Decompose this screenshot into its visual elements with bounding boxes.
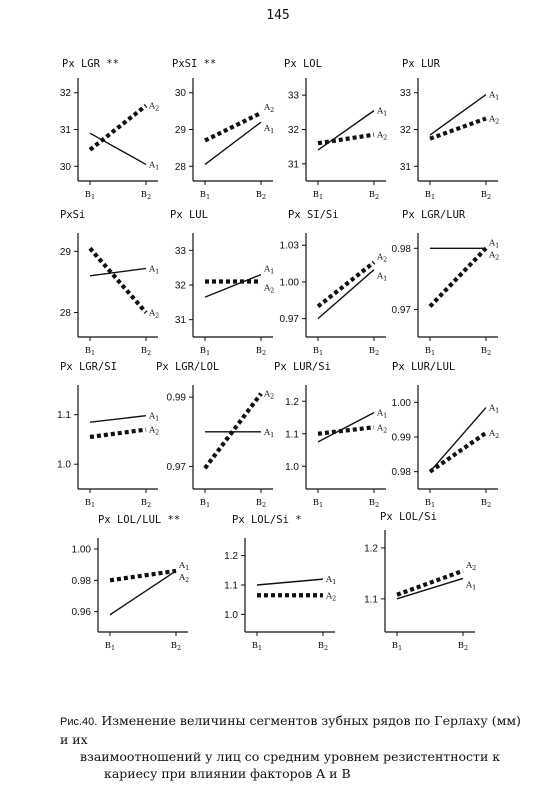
- y-tick-label: 33: [287, 90, 299, 102]
- x-tick-label: $B_1$: [251, 641, 263, 652]
- x-tick-label: $B_2$: [140, 190, 152, 201]
- x-tick-label: $B_1$: [104, 641, 116, 652]
- series-line-a1: [257, 579, 323, 585]
- x-tick-label: $B_1$: [312, 190, 324, 201]
- chart-title: PxSI **: [172, 58, 217, 70]
- series-label-a1: $A_1$: [377, 408, 388, 420]
- chart-title: Px LUL: [170, 209, 208, 221]
- chart-panel-8: [392, 209, 500, 357]
- x-tick-label: $B_1$: [199, 346, 211, 357]
- series-line-a2: [397, 571, 463, 595]
- chart-title: Px LGR/LOL: [156, 361, 220, 373]
- x-tick-label: $B_2$: [480, 346, 492, 357]
- series-label-a2: $A_2$: [377, 423, 388, 435]
- series-label-a2: $A_2$: [489, 428, 500, 440]
- y-tick-label: 1.1: [285, 429, 299, 441]
- chart-panel-15: [364, 511, 476, 652]
- y-tick-label: 30: [59, 161, 71, 173]
- x-tick-label: $B_2$: [255, 498, 267, 509]
- x-tick-label: $B_1$: [391, 641, 403, 652]
- series-line-a1: [90, 416, 146, 422]
- y-tick-label: 1.00: [71, 544, 91, 556]
- x-tick-label: $B_2$: [140, 346, 152, 357]
- y-tick-label: 1.00: [279, 277, 299, 289]
- chart-panel-10: [156, 361, 274, 509]
- chart-title: Px LUR: [402, 58, 440, 70]
- x-tick-label: $B_2$: [170, 641, 182, 652]
- series-line-a1: [205, 275, 261, 298]
- series-line-a2: [110, 571, 176, 580]
- series-label-a1: $A_1$: [489, 238, 500, 250]
- series-label-a1: $A_1$: [264, 124, 275, 136]
- series-label-a2: $A_2$: [377, 130, 388, 142]
- y-tick-label: 33: [174, 245, 186, 257]
- x-tick-label: $B_2$: [255, 346, 267, 357]
- y-tick-label: 0.97: [279, 314, 299, 326]
- caption-line-2: взаимоотношений у лиц со средним уровнем резистентности к: [80, 749, 501, 764]
- series-label-a1: $A_1$: [326, 575, 337, 587]
- chart-title: Px LOL/Si *: [232, 514, 302, 526]
- series-label-a1: $A_1$: [179, 560, 190, 572]
- series-label-a1: $A_1$: [264, 264, 275, 276]
- y-tick-label: 1.0: [285, 461, 299, 473]
- series-line-a2: [430, 248, 486, 306]
- y-tick-label: 28: [59, 308, 71, 320]
- series-line-a2: [318, 427, 374, 434]
- y-tick-label: 28: [174, 161, 186, 173]
- chart-title: Px LGR/LUR: [402, 209, 466, 221]
- x-tick-label: $B_2$: [480, 498, 492, 509]
- chart-title: Px LUR/LUL: [392, 361, 456, 373]
- series-line-a2: [318, 135, 374, 144]
- y-tick-label: 0.96: [71, 607, 91, 619]
- series-label-a2: $A_2$: [264, 389, 275, 401]
- y-tick-label: 1.1: [224, 580, 238, 592]
- series-line-a2: [205, 113, 261, 141]
- series-label-a2: $A_2$: [466, 560, 477, 572]
- series-label-a1: $A_1$: [149, 160, 160, 172]
- chart-title: Px SI/Si: [288, 209, 339, 221]
- chart-panel-11: [274, 361, 387, 509]
- y-tick-label: 0.98: [71, 575, 91, 587]
- y-tick-label: 32: [174, 280, 186, 292]
- y-tick-label: 1.03: [279, 240, 299, 252]
- series-label-a1: $A_1$: [264, 427, 275, 439]
- chart-panel-2: [172, 58, 274, 201]
- y-tick-label: 31: [287, 159, 299, 171]
- y-tick-label: 0.99: [166, 392, 186, 404]
- page-number: 145: [266, 8, 290, 23]
- chart-panel-6: [170, 209, 274, 357]
- x-tick-label: $B_1$: [84, 498, 96, 509]
- chart-panel-7: [280, 209, 388, 357]
- y-tick-label: 29: [59, 246, 71, 258]
- series-label-a1: $A_1$: [489, 90, 500, 102]
- series-label-a1: $A_1$: [466, 580, 477, 592]
- y-tick-label: 0.97: [391, 304, 411, 316]
- y-tick-label: 1.2: [224, 551, 238, 563]
- series-label-a2: $A_2$: [264, 283, 275, 295]
- y-tick-label: 0.98: [391, 243, 411, 255]
- y-tick-label: 0.99: [391, 432, 411, 444]
- chart-title: Px LOL/Si: [380, 511, 437, 523]
- chart-panel-4: [400, 58, 499, 201]
- series-label-a2: $A_2$: [489, 250, 500, 262]
- chart-panel-3: [284, 58, 387, 201]
- x-tick-label: $B_1$: [424, 190, 436, 201]
- y-tick-label: 31: [174, 315, 186, 327]
- x-tick-label: $B_2$: [368, 346, 380, 357]
- x-tick-label: $B_1$: [424, 498, 436, 509]
- caption-line-1: Изменение величины сегментов зубных рядов по Герлаху (мм) и их: [60, 713, 521, 747]
- caption-line-3: кариесу при влиянии факторов A и B: [104, 766, 351, 781]
- y-tick-label: 1.1: [57, 410, 71, 422]
- y-tick-label: 30: [174, 88, 186, 100]
- chart-panel-1: [60, 58, 159, 201]
- caption-figure-number: Рис.40.: [60, 716, 98, 728]
- y-tick-label: 33: [399, 88, 411, 100]
- x-tick-label: $B_2$: [368, 498, 380, 509]
- x-tick-label: $B_1$: [312, 346, 324, 357]
- x-tick-label: $B_2$: [457, 641, 469, 652]
- y-tick-label: 1.0: [224, 609, 238, 621]
- series-line-a1: [318, 413, 374, 442]
- chart-panel-5: [60, 209, 159, 357]
- series-line-a2: [318, 262, 374, 306]
- series-label-a2: $A_2$: [149, 425, 160, 437]
- y-tick-label: 1.0: [57, 459, 71, 471]
- series-label-a2: $A_2$: [489, 114, 500, 126]
- y-tick-label: 1.2: [364, 543, 378, 555]
- x-tick-label: $B_1$: [312, 498, 324, 509]
- chart-title: Px LOL/LUL **: [98, 514, 181, 526]
- x-tick-label: $B_2$: [255, 190, 267, 201]
- series-label-a1: $A_1$: [149, 264, 160, 276]
- y-tick-label: 32: [287, 125, 299, 136]
- series-line-a2: [205, 394, 261, 469]
- chart-panel-12: [392, 361, 500, 509]
- y-tick-label: 32: [59, 88, 71, 100]
- x-tick-label: $B_1$: [84, 190, 96, 201]
- chart-title: Px LOL: [284, 58, 322, 70]
- series-line-a2: [90, 430, 146, 437]
- figure-caption: [60, 712, 530, 782]
- series-label-a2: $A_2$: [149, 308, 160, 320]
- series-label-a2: $A_2$: [326, 591, 337, 603]
- chart-title: Px LGR **: [62, 58, 119, 70]
- x-tick-label: $B_1$: [84, 346, 96, 357]
- chart-title: PxSi: [60, 209, 86, 221]
- series-line-a1: [318, 270, 374, 319]
- series-label-a1: $A_1$: [149, 411, 160, 423]
- x-tick-label: $B_2$: [480, 190, 492, 201]
- x-tick-label: $B_1$: [199, 498, 211, 509]
- y-tick-label: 0.97: [166, 461, 186, 473]
- x-tick-label: $B_1$: [199, 190, 211, 201]
- series-line-a1: [90, 133, 146, 164]
- series-line-a2: [90, 248, 146, 312]
- x-tick-label: $B_2$: [368, 190, 380, 201]
- series-label-a2: $A_2$: [377, 252, 388, 264]
- y-tick-label: 31: [399, 161, 411, 173]
- chart-title: Px LGR/SI: [60, 361, 117, 373]
- x-tick-label: $B_2$: [140, 498, 152, 509]
- series-line-a1: [318, 111, 374, 150]
- y-tick-label: 0.98: [391, 467, 411, 479]
- series-label-a1: $A_1$: [489, 403, 500, 415]
- chart-panel-9: [57, 361, 159, 509]
- y-tick-label: 29: [174, 125, 186, 136]
- x-tick-label: $B_2$: [317, 641, 329, 652]
- chart-panel-13: [72, 514, 190, 652]
- series-line-a2: [90, 106, 146, 150]
- series-label-a1: $A_1$: [377, 271, 388, 283]
- series-label-a1: $A_1$: [377, 106, 388, 118]
- y-tick-label: 1.1: [364, 594, 378, 606]
- x-tick-label: $B_1$: [424, 346, 436, 357]
- y-tick-label: 1.00: [391, 397, 411, 409]
- y-tick-label: 1.2: [285, 396, 299, 408]
- series-label-a2: $A_2$: [179, 572, 190, 584]
- chart-title: Px LUR/Si: [274, 361, 331, 373]
- y-tick-label: 31: [59, 125, 71, 136]
- y-tick-label: 32: [399, 125, 411, 136]
- series-line-a1: [90, 268, 146, 275]
- series-label-a2: $A_2$: [264, 102, 275, 114]
- chart-panel-14: [224, 514, 336, 652]
- series-label-a2: $A_2$: [149, 101, 160, 113]
